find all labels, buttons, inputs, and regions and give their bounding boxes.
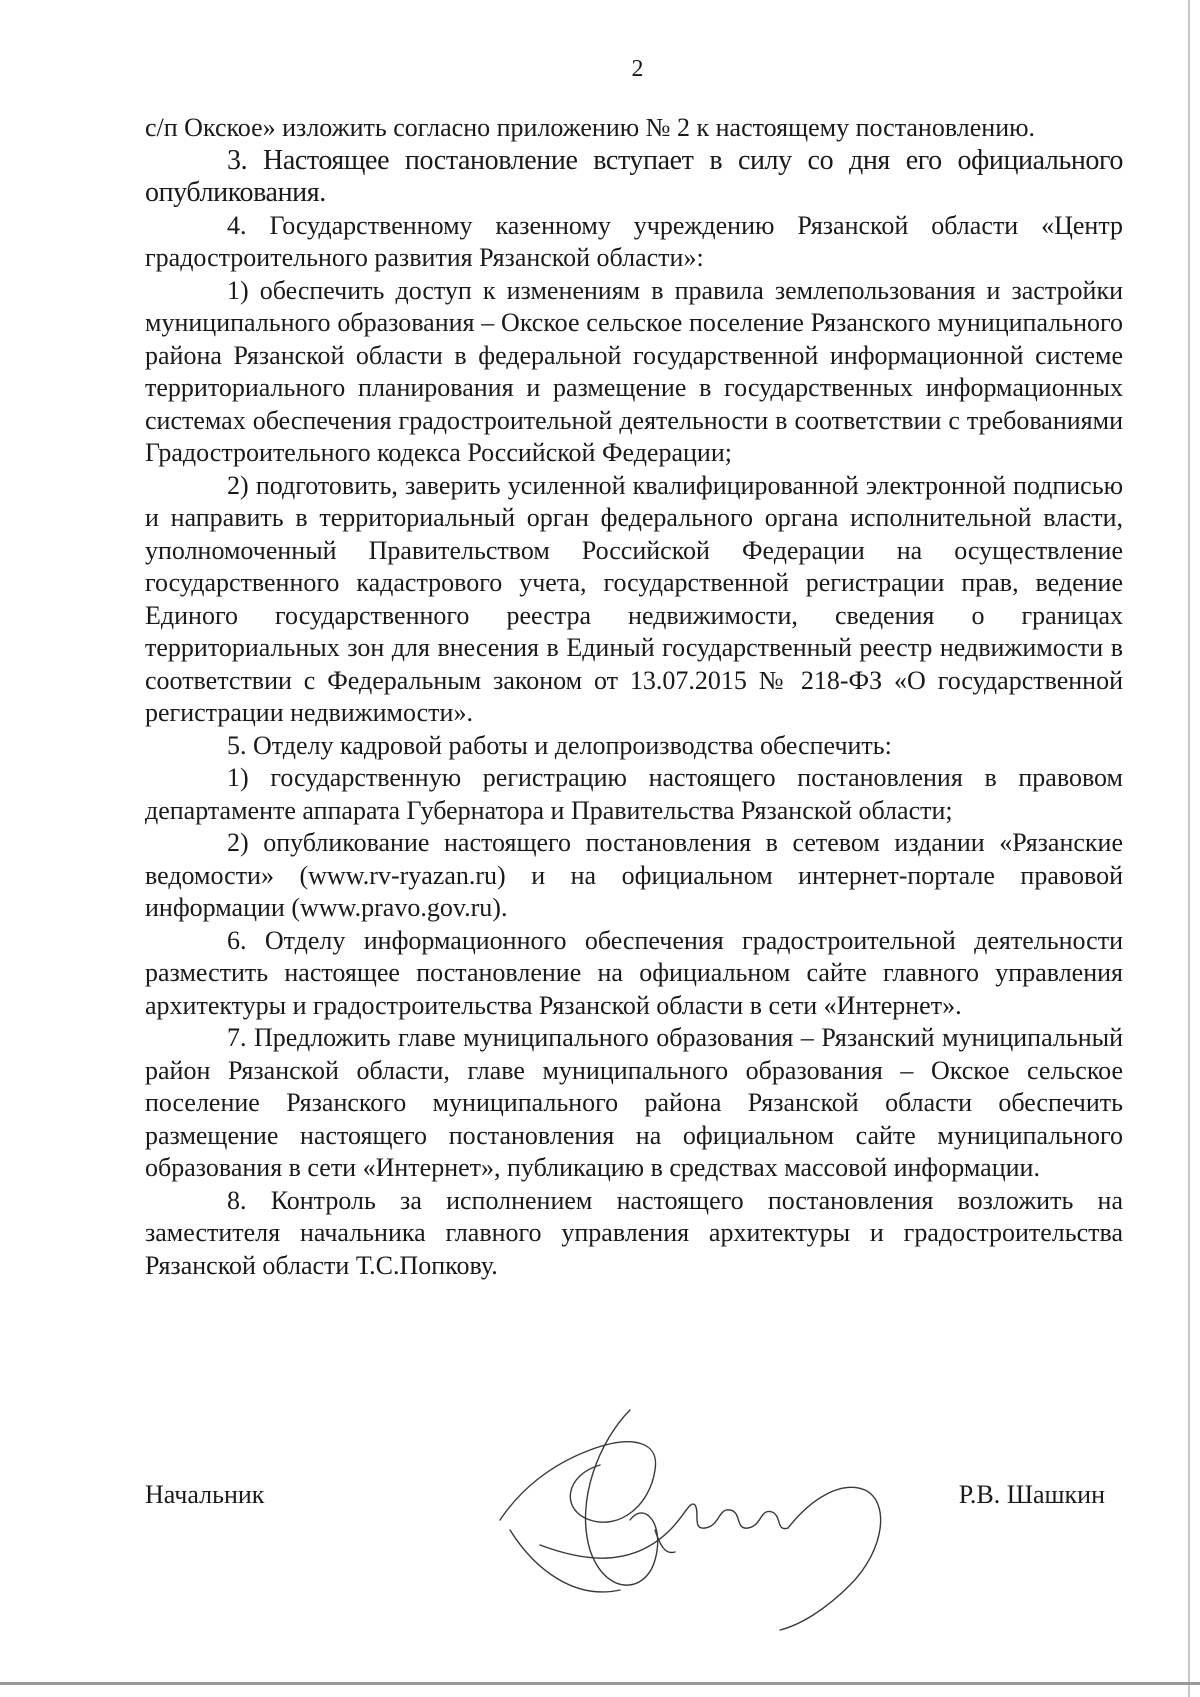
paragraph-continuation: с/п Окское» изложить согласно приложению № 2 к настоящему постановлению. — [145, 113, 1036, 142]
paragraph-item-3: 3. Настоящее постановление вступает в силу со дня его официального опубликования. — [145, 144, 1123, 208]
paragraph-item-5-2: 2) опубликование настоящего постановления в сетевом издании «Рязанские ведомости» (www.rv-ryazan.ru) и на официальном интернет-портале правовой информации (www.pravo.gov.ru). — [145, 828, 1123, 922]
paragraph-item-4-2: 2) подготовить, заверить усиленной квалифицированной электронной подписью и направить в территориальный орган федерального органа исполнительной власти, уполномоченный Правительством Российской Федерации на осуществление государственного кадастрового учета, государственной регистрации прав, ведение Единого государственного реестра недвижимости, сведения о границах территориальных зон для внесения в Единый государственный реестр недвижимости в соответствии с Федеральным законом от 13.07.2015 № 218-ФЗ «О государственной регистрации недвижимости». — [145, 470, 1123, 727]
scan-edge-bottom — [0, 1682, 1200, 1685]
paragraph-item-4-1: 1) обеспечить доступ к изменениям в правила землепользования и застройки муниципального образования – Окское сельское поселение Рязанского муниципального района Рязанской области в федеральной государственной информационной системе территориального планирования и размещение в государственных информационных системах обеспечения градостроительной деятельности в соответствии с требованиями Градостроительного кодекса Российской Федерации; — [145, 275, 1123, 467]
paragraph-item-5-1: 1) государственную регистрацию настоящего постановления в правовом департаменте аппарата Губернатора и Правительства Рязанской области; — [145, 763, 1123, 825]
scan-edge-right — [1188, 0, 1190, 1697]
paragraph-item-6: 6. Отделу информационного обеспечения градостроительной деятельности разместить настоящее постановление на официальном сайте главного управления архитектуры и градостроительства Рязанской области в сети «Интернет». — [145, 925, 1123, 1020]
document-body — [145, 112, 1123, 1282]
paragraph-item-4: 4. Государственному казенному учреждению Рязанской области «Центр градостроительного развития Рязанской области»: — [145, 210, 1123, 272]
signature-block — [145, 1480, 1105, 1520]
paragraph-item-8: 8. Контроль за исполнением настоящего постановления возложить на заместителя начальника главного управления архитектуры и градостроительства Рязанской области Т.С.Попкову. — [145, 1185, 1123, 1280]
page-number: 2 — [631, 56, 644, 82]
paragraph-item-7: 7. Предложить главе муниципального образования – Рязанский муниципальный район Рязанской области, главе муниципального образования – Окское сельское поселение Рязанского муниципального района Рязанской области обеспечить размещение настоящего постановления на официальном сайте муниципального образования в сети «Интернет», публикацию в средствах массовой информации. — [145, 1023, 1123, 1182]
signatory-name: Р.В. Шашкин — [958, 1480, 1105, 1509]
signatory-position: Начальник — [145, 1480, 265, 1509]
paragraph-item-5: 5. Отделу кадровой работы и делопроизводства обеспечить: — [227, 730, 892, 760]
